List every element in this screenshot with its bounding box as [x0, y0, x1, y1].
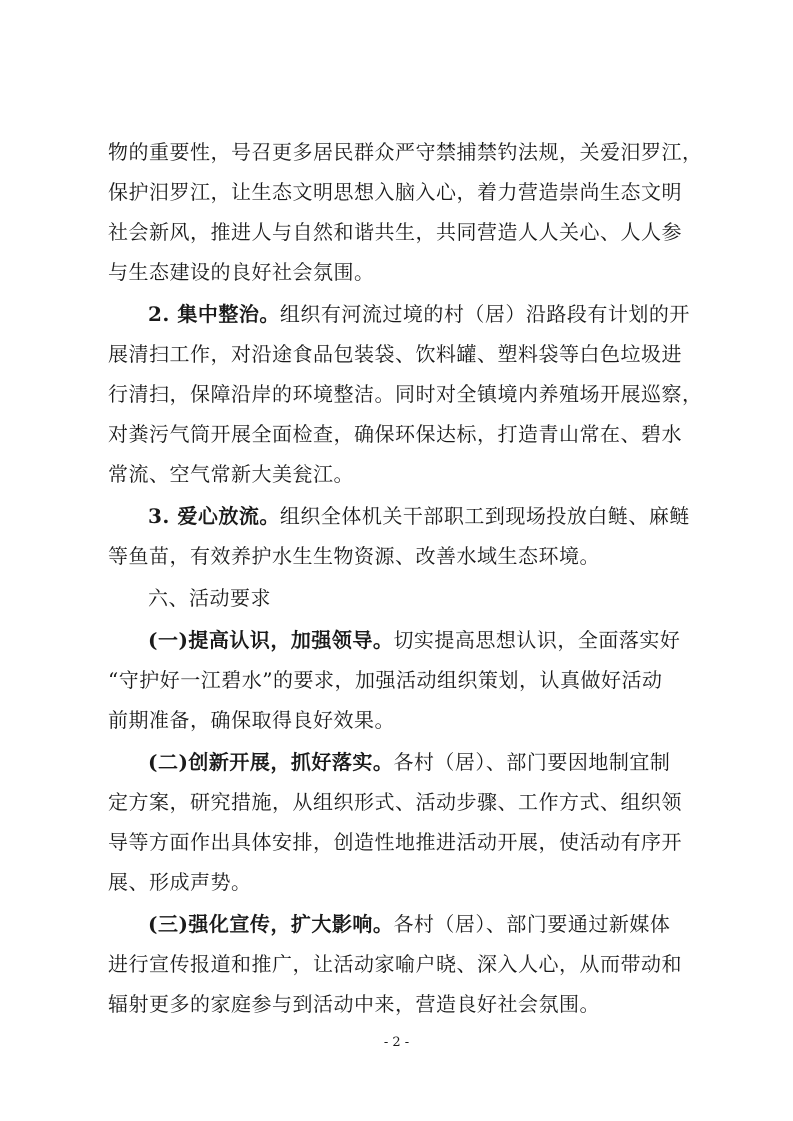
paragraph-requirement-2 [108, 742, 698, 902]
section-heading-6 [108, 578, 698, 618]
text-line: 对粪污气筒开展全面检查，确保环保达标，打造青山常在、碧水 [108, 422, 682, 446]
text-line: 等鱼苗，有效养护水生生物资源、改善水域生态环境。 [108, 544, 600, 568]
paragraph-requirement-3 [108, 904, 698, 1024]
paragraph-requirement-1 [108, 620, 698, 740]
text-line [108, 294, 698, 334]
requirement-text: 各村（居）、部门要通过新媒体 [393, 912, 671, 936]
item-heading: 3. 爱心放流。 [148, 504, 280, 528]
text-line: 展清扫工作，对沿途食品包装袋、饮料罐、塑料袋等白色垃圾进 [108, 342, 682, 366]
item-heading: 2. 集中整治。 [148, 302, 280, 326]
text-line [108, 742, 698, 782]
text-line: 社会新风，推进人与自然和谐共生，共同营造人人关心、人人参 [108, 220, 682, 244]
text-line: 与生态建设的良好社会氛围。 [108, 260, 375, 284]
text-line: 定方案，研究措施，从组织形式、活动步骤、工作方式、组织领 [108, 790, 682, 814]
item-text: 组织有河流过境的村（居）沿路段有计划的开 [279, 302, 690, 326]
paragraph-item-2 [108, 294, 703, 494]
text-line: “守护好一江碧水”的要求，加强活动组织策划，认真做好活动 [108, 668, 663, 692]
requirement-text: 各村（居）、部门要因地制宜制 [393, 750, 671, 774]
document-body [108, 132, 703, 1024]
text-line [108, 904, 698, 944]
text-line: 常流、空气常新大美瓮江。 [108, 462, 354, 486]
text-line: 导等方面作出具体安排，创造性地推进活动开展，使活动有序开 [108, 830, 682, 854]
page-number: - 2 - [383, 1035, 410, 1050]
text-line [108, 620, 698, 660]
requirement-heading: (一)提高认识，加强领导。 [148, 628, 394, 652]
item-text: 组织全体机关干部职工到现场投放白鲢、麻鲢 [279, 504, 690, 528]
text-line: 展、形成声势。 [108, 870, 252, 894]
text-line: 行清扫，保障沿岸的环境整洁。同时对全镇境内养殖场开展巡察， [108, 382, 703, 406]
requirement-heading: (三)强化宣传，扩大影响。 [148, 912, 394, 936]
text-line: 前期准备，确保取得良好效果。 [108, 708, 395, 732]
text-line: 辐射更多的家庭参与到活动中来，营造良好社会氛围。 [108, 992, 600, 1016]
text-line: 进行宣传报道和推广，让活动家喻户晓、深入人心，从而带动和 [108, 952, 682, 976]
requirement-heading: (二)创新开展，抓好落实。 [148, 750, 394, 774]
paragraph-continuation [108, 132, 703, 292]
section-title: 六、活动要求 [148, 586, 271, 610]
text-line: 保护汨罗江，让生态文明思想入脑入心，着力营造崇尚生态文明 [108, 180, 682, 204]
text-line: 物的重要性，号召更多居民群众严守禁捕禁钓法规，关爱汨罗江， [108, 140, 703, 164]
requirement-text: 切实提高思想认识，全面落实好 [393, 628, 681, 652]
paragraph-item-3 [108, 496, 698, 576]
text-line [108, 496, 698, 536]
